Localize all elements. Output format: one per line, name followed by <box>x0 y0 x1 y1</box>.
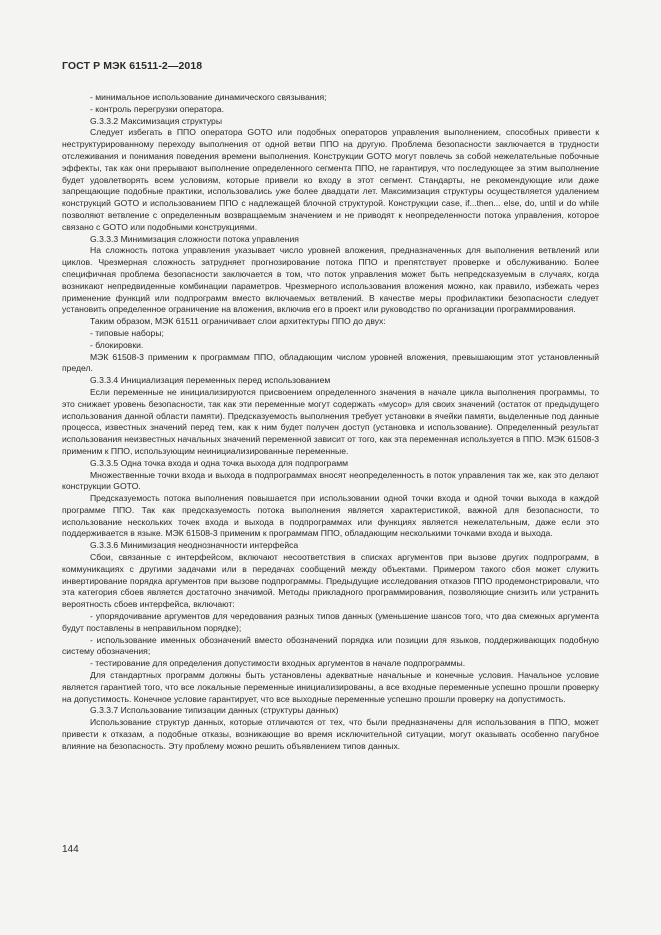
body-text <box>62 92 599 753</box>
section-heading: G.3.3.5 Одна точка входа и одна точка выхода для подпрограмм <box>90 457 349 468</box>
list-item: - минимальное использование динамического связывания; <box>90 92 327 102</box>
list-item: - блокировки. <box>90 339 144 350</box>
section-heading: G.3.3.7 Использование типизации данных (структуры данных) <box>90 705 339 716</box>
section-heading: G.3.3.3 Минимизация сложности потока управления <box>90 233 299 244</box>
section-heading: G.3.3.6 Минимизация неоднозначности интерфейса <box>90 540 299 551</box>
list-item: - использование именных обозначений вместо обозначений порядка или позиции для языков, поддерживающих подобную систему обозначения; <box>62 634 599 657</box>
paragraph: Сбои, связанные с интерфейсом, включают несоответствия в списках аргументов при вызове других подпрограмм, в коммуникациях с другими задачами или в передачах сообщений между объектами. Примером такого сбоя может служить инвертирование порядка аргументов при вызове подпрограммы. Предыдущие исследования отказов ППО продемонстрировали, что эта категория сбоев является достаточно значимой. Методы прикладного программирования, позволяющие снизить или устранить вероятность сбоев интерфейса, включают: <box>62 552 599 610</box>
page-number: 144 <box>62 844 79 855</box>
section-heading: G.3.3.4 Инициализация переменных перед использованием <box>90 375 331 386</box>
list-item: - упорядочивание аргументов для чередования разных типов данных (уменьшение шансов того, что два смежных аргумента будут поставлены в неправильном порядке); <box>62 611 599 633</box>
paragraph: Предсказуемость потока выполнения повышается при использовании одной точки входа и одной точки выхода в каждой программе ППО. Так как предсказуемость потока выполнения является характеристикой, важной для безопасности, то использование нескольких точек входа и выхода в подпрограммах или функциях является нежелательным, даже если это поддерживается в языке. МЭК 61508-3 применим к программам ППО, обладающим несколькими точками входа и выхода. <box>62 493 599 539</box>
paragraph: Следует избегать в ППО оператора GOTO или подобных операторов управления выполнением, способных привести к неструктурированному переходу выполнения от одной ветви ППО на другую. Проблема безопасности заключается в трудности отслеживания и понимания поведения времени выполнения. Конструкции GOTO могут повлечь за собой нежелательные побочные эффекты, так как они прерывают выполнение определенного сегмента ППО, не гарантируя, что последующее за этим выполнение будет удовлетворять всем условиям, которые привели ко входу в этот сегмент. Стандарты, не рекомендующие или даже запрещающие подобные практики, использовались уже более двадцати лет. Максимизация структуры осуществляется удалением конструкций GOTO и использованием ППО с надлежащей блочной структурой. Конструкции case, if...then... else, do, until и do while позволяют ветвление с определенным возвращаемым значением и не приводят к неопределенности потока управления, которое связано с GOTO или подобными конструкциями. <box>62 127 599 232</box>
paragraph: Таким образом, МЭК 61511 ограничивает слои архитектуры ППО до двух: <box>90 316 386 327</box>
paragraph: Использование структур данных, которые отличаются от тех, что были предназначены для использования в ППО, может привести к отказам, а подобные отказы, возникающие во время исключительной ситуации, могут оказывать особенно пагубное влияние на безопасность. Эту проблему можно решить объявлением типов данных. <box>62 717 599 751</box>
paragraph: Для стандартных программ должны быть установлены адекватные начальные и конечные условия. Начальное условие является гарантией того, что все локальные переменные инициализированы, а все входные переменные успешно прошли проверку на допустимость. Конечное условие гарантирует, что все выходные переменные успешно прошли проверку на допустимость. <box>62 670 599 704</box>
list-item: - типовые наборы; <box>90 327 164 338</box>
paragraph: Множественные точки входа и выхода в подпрограммах вносят неопределенность в поток управления так же, как это делают конструкции GOTO. <box>62 469 599 492</box>
section-heading: G.3.3.2 Максимизация структуры <box>90 115 223 126</box>
list-item: - контроль перегрузки оператора. <box>90 103 224 114</box>
paragraph: На сложность потока управления указывает число уровней вложения, предназначенных для выполнения ветвлений или циклов. Чрезмерная сложность затрудняет прогнозирование потока ППО и препятствует проверке и обслуживанию. Более специфичная проблема безопасности заключается в том, что поток управления может быть непредсказуемым в случаях, когда возникают непредвиденные комбинации параметров. Чрезмерного использования вложения можно, как правило, избежать через применение функций или подпрограмм вместо включаемых ветвлений. В качестве меры профилактики безопасности следует установить определенное ограничение на вложения, включив его в проект или руководство по организации программирования. <box>62 245 599 315</box>
list-item: - тестирование для определения допустимости входных аргументов в начале подпрограммы. <box>90 658 466 669</box>
paragraph: Если переменные не инициализируются присвоением определенного значения в начале цикла выполнения программы, то это снижает уровень безопасности, так как эти переменные могут содержать «мусор» для своих значений (остаток от предыдущего использования данной области памяти). Предсказуемость выполнения требует установки в ячейки памяти, выделенные под данные процесса, известных значений перед тем, как к ним будет получен доступ (установка и использование). Определенный результат использования неизвестных начальных значений переменной зависит от того, как эта переменная используется в ППО. МЭК 61508-3 применим к ППО, использующим неинициализированные переменные. <box>62 386 599 456</box>
document-header: ГОСТ Р МЭК 61511-2—2018 <box>62 60 203 72</box>
paragraph: МЭК 61508-3 применим к программам ППО, обладающим числом уровней вложения, превышающим этот установленный предел. <box>62 351 599 374</box>
